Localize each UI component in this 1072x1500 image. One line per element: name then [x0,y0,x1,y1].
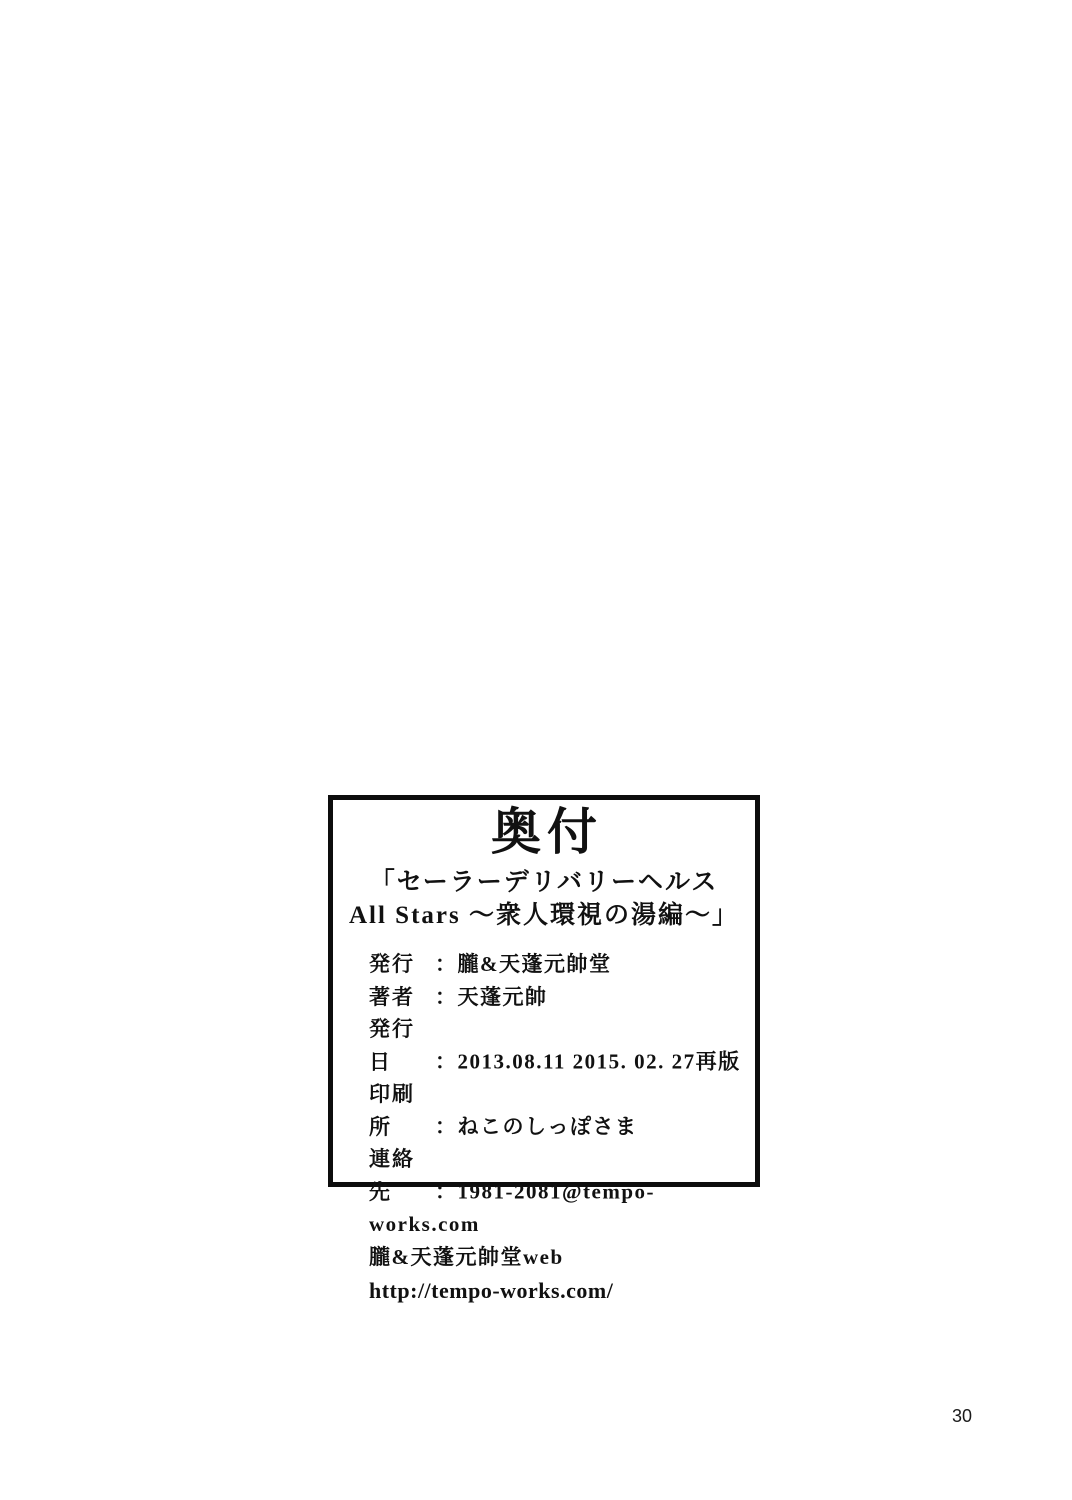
colophon-title: 奥付 [491,804,603,860]
row-value: ：ねこのしっぽさま [435,1114,638,1139]
colophon-row-publish-date [369,1013,755,1078]
row-value: ：朧&天蓬元帥堂 [435,952,612,976]
work-title [333,866,755,932]
row-value: ：1981-2081@tempo-works.com [369,1179,656,1236]
colophon-row-printer [369,1078,755,1143]
row-label: 連絡先 [369,1147,415,1204]
row-label: 発行日 [369,1017,415,1074]
row-label: 著者 [369,984,415,1009]
colophon-rows [333,948,755,1241]
circle-web-label: 朧&天蓬元帥堂web [369,1244,564,1269]
colophon-row-contact [369,1143,755,1241]
colophon-box [328,795,760,1303]
colophon-row-publisher [369,948,755,981]
work-title-line-1: 「セーラーデリバリーヘルス [369,869,719,896]
page-number: 30 [952,1406,973,1426]
circle-web-url: http://tempo-works.com/ [369,1277,614,1303]
row-value: ：天蓬元帥 [435,984,548,1009]
row-label: 発行 [369,952,415,976]
row-value: ：2013.08.11 2015. 02. 27再版 [435,1049,741,1074]
colophon-row-author [369,981,755,1014]
work-title-line-2: All Stars ～衆人環視の湯編～」 [348,902,739,929]
row-label: 印刷所 [369,1082,415,1139]
